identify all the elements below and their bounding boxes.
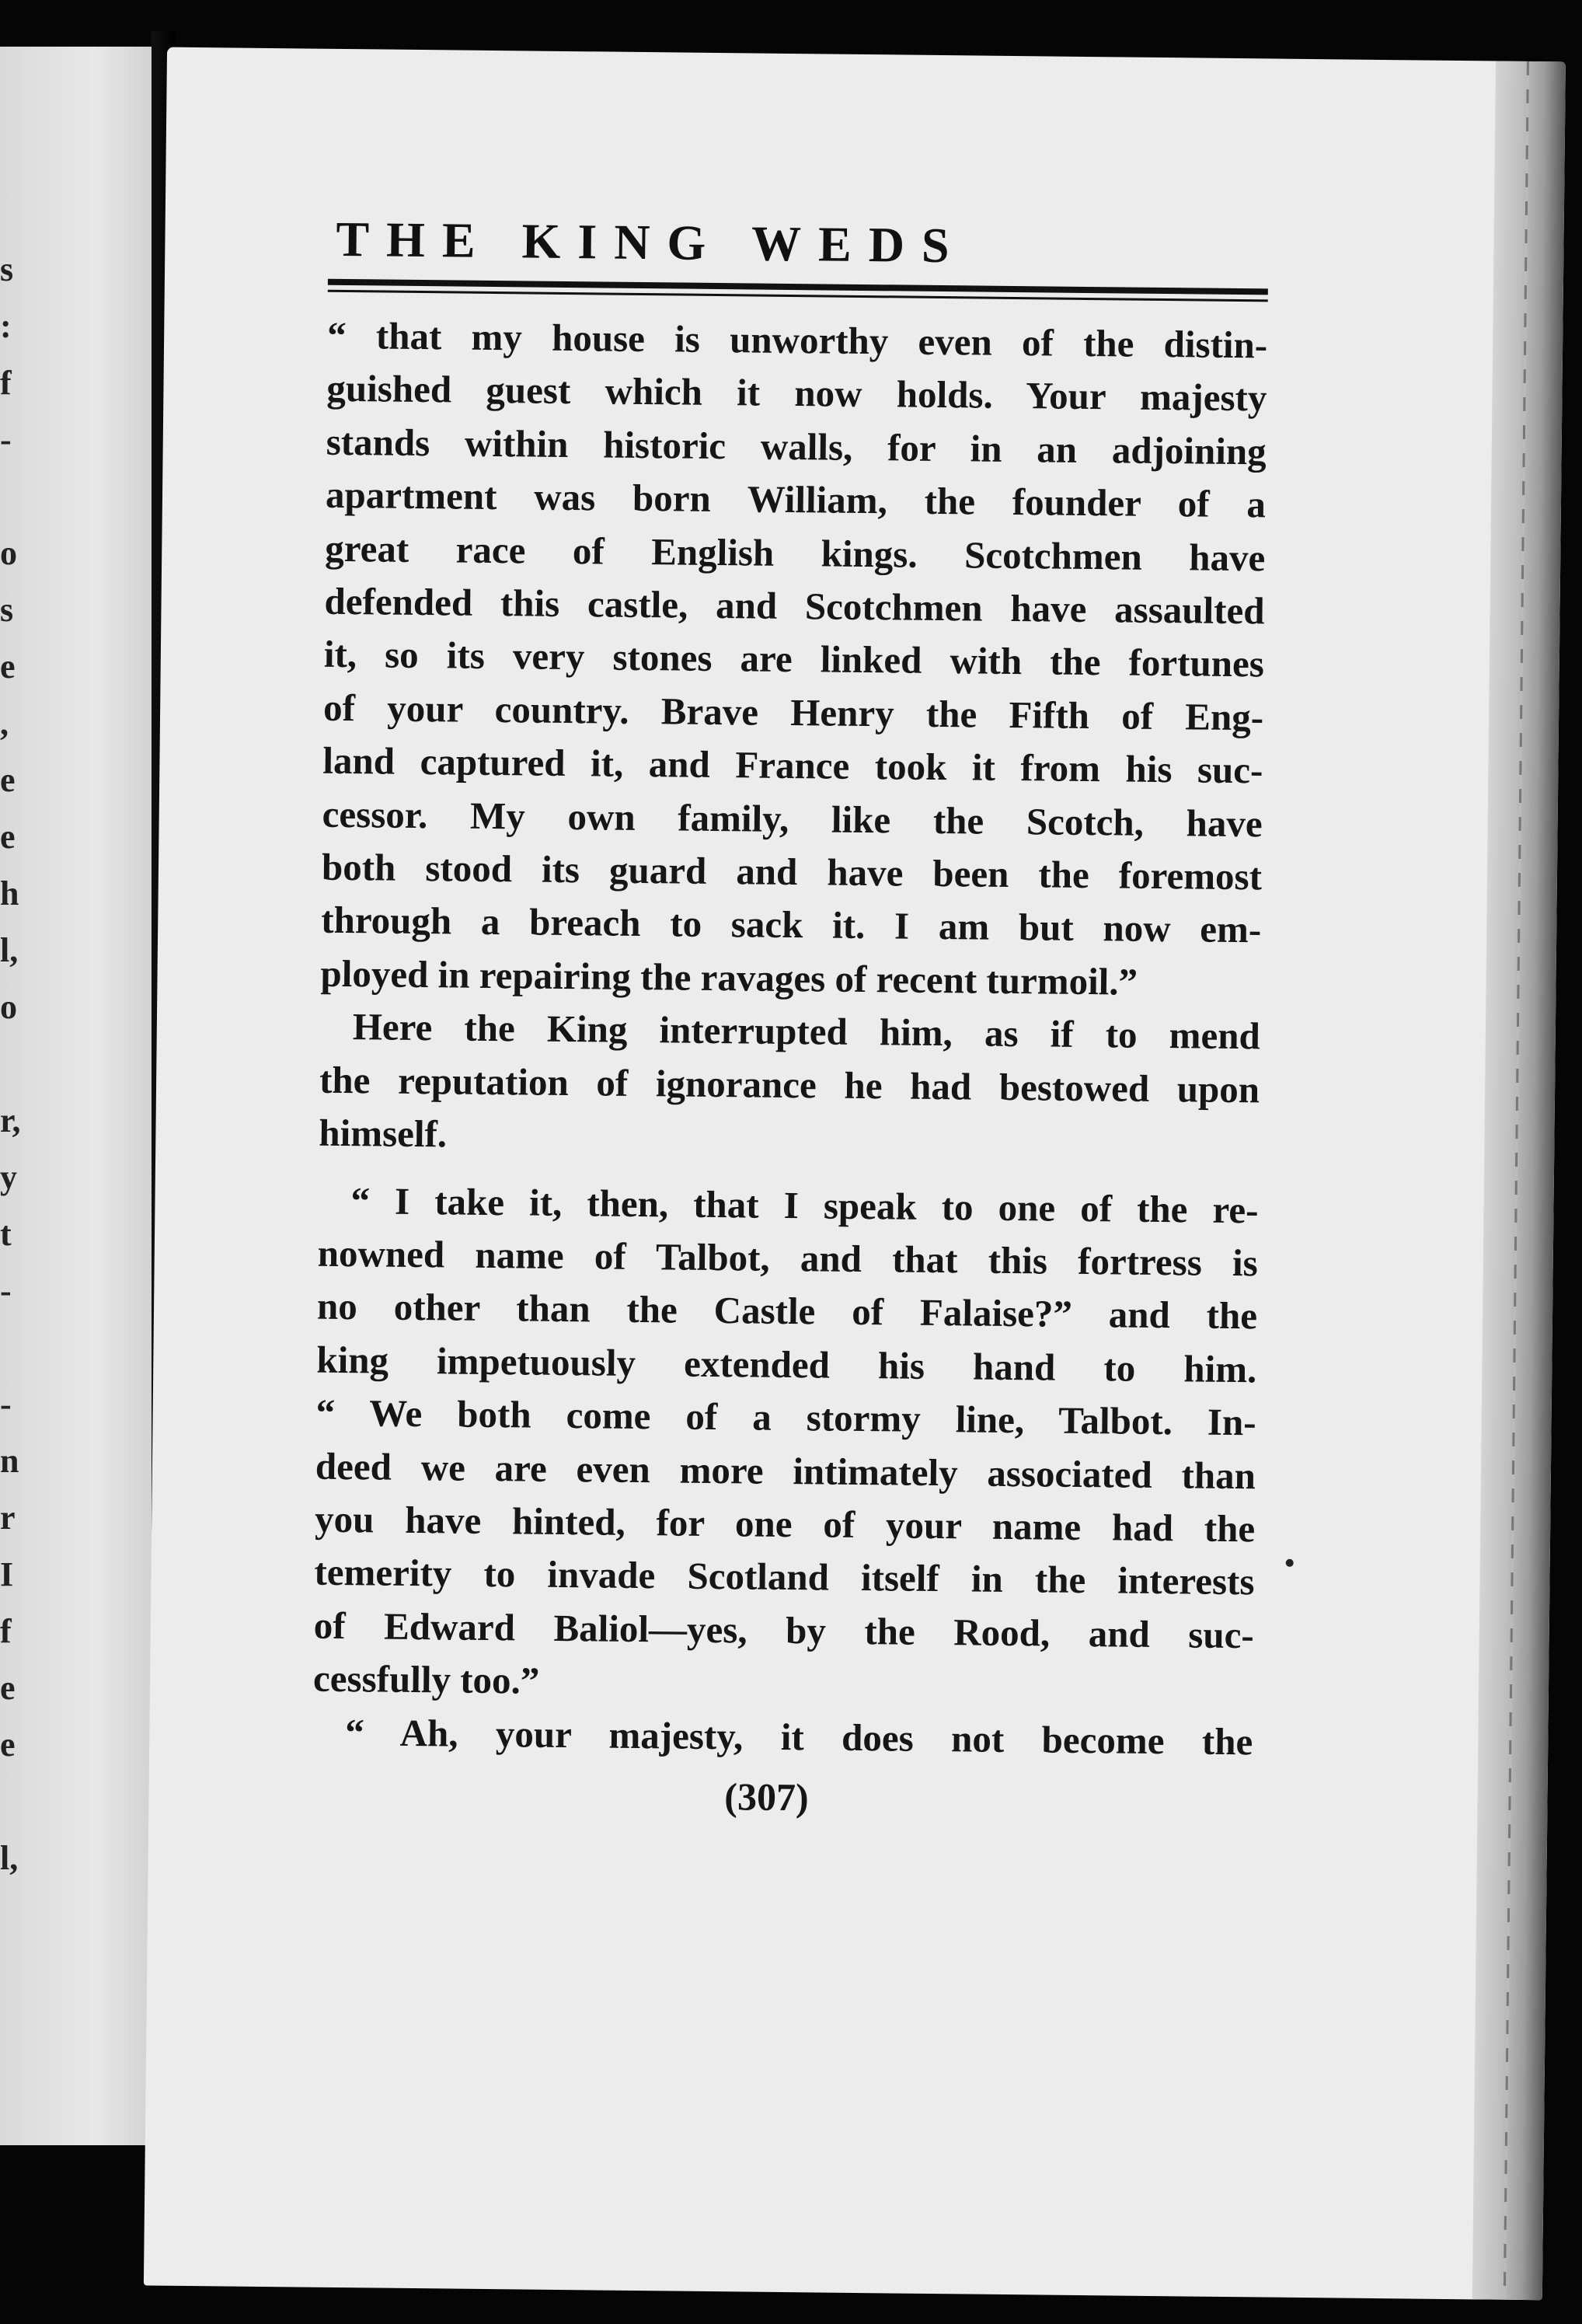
left-page-edge-char: r bbox=[0, 1499, 16, 1537]
left-page-edge-char: l, bbox=[0, 931, 19, 969]
left-page-edge-char: - bbox=[0, 1272, 12, 1310]
text-line: stands within historic walls, for in an adjoining bbox=[326, 420, 1267, 473]
left-page-edge-char: r, bbox=[0, 1101, 21, 1139]
text-line: temerity to invade Scotland itself in the interests bbox=[314, 1551, 1255, 1603]
left-page-edge-char bbox=[0, 468, 23, 525]
text-line: “ that my house is unworthy even of the distin- bbox=[326, 313, 1268, 367]
text-line: no other than the Castle of Falaise?” and the bbox=[316, 1284, 1258, 1338]
left-page-edge-char bbox=[0, 1035, 23, 1092]
book-page bbox=[144, 47, 1566, 2301]
left-page-edge-char: y bbox=[0, 1158, 17, 1196]
left-page-edge-char: , bbox=[0, 704, 9, 742]
left-page-edge-char: - bbox=[0, 1385, 12, 1423]
text-line: ployed in repairing the ravages of recent turmoil.” bbox=[320, 951, 1138, 1003]
text-line: defended this castle, and Scotchmen have assaulted bbox=[324, 579, 1265, 633]
left-page-edge-char bbox=[0, 1773, 23, 1830]
body-text bbox=[312, 309, 1267, 1769]
left-page-edge-char: : bbox=[0, 307, 12, 345]
left-page-edge-char: e bbox=[0, 761, 16, 799]
left-page-edge-char: e bbox=[0, 818, 16, 856]
text-line: great race of English kings. Scotchmen have bbox=[325, 526, 1266, 580]
left-page-edge-char: - bbox=[0, 420, 12, 459]
text-line: “ Ah, your majesty, it does not become the bbox=[345, 1710, 1253, 1763]
running-head: THE KING WEDS bbox=[336, 211, 967, 274]
text-line: both stood its guard and have been the foremost bbox=[321, 845, 1263, 899]
ink-speck bbox=[1286, 1559, 1294, 1567]
text-line: king impetuously extended his hand to him. bbox=[316, 1338, 1257, 1391]
text-line: through a breach to sack it. I am but now em- bbox=[321, 899, 1262, 951]
left-page-edge-char: f bbox=[0, 1612, 12, 1650]
left-page-edge-char: t bbox=[0, 1215, 12, 1253]
text-line: deed we are even more intimately associated than bbox=[315, 1444, 1256, 1497]
left-page-edge-char: s bbox=[0, 591, 14, 629]
text-line: cessor. My own family, like the Scotch, have bbox=[322, 792, 1263, 846]
left-page-edge-char: o bbox=[0, 534, 17, 572]
text-line: “ I take it, then, that I speak to one of the re- bbox=[350, 1178, 1259, 1231]
text-line: the reputation of ignorance he had bestowed upon bbox=[319, 1058, 1260, 1111]
text-line: apartment was born William, the founder of a bbox=[325, 473, 1267, 526]
left-page-edge-char: l, bbox=[0, 1839, 19, 1877]
left-page-edge-char: e bbox=[0, 647, 16, 686]
left-page-edge-char: e bbox=[0, 1669, 16, 1707]
left-page-edge-text bbox=[0, 241, 23, 1886]
text-block bbox=[312, 204, 1269, 1825]
text-line: land captured it, and France took it from his suc- bbox=[322, 738, 1263, 792]
page-edge-stack bbox=[1472, 61, 1566, 2300]
text-line: of Edward Baliol—yes, by the Rood, and suc- bbox=[313, 1603, 1255, 1657]
left-page-edge-char: f bbox=[0, 364, 12, 402]
text-line: nowned name of Talbot, and that this fortress is bbox=[317, 1231, 1259, 1285]
text-line: guished guest which it now holds. Your majesty bbox=[326, 367, 1267, 420]
left-page-edge-char bbox=[0, 1319, 23, 1376]
left-page-edge-char: o bbox=[0, 988, 17, 1026]
left-page-edge-char: s bbox=[0, 250, 14, 288]
text-line: cessfully too.” bbox=[312, 1656, 540, 1702]
text-line: you have hinted, for one of your name had the bbox=[314, 1497, 1256, 1551]
left-page-edge-char: h bbox=[0, 874, 19, 913]
left-facing-page bbox=[0, 47, 159, 2145]
left-page-edge-char: n bbox=[0, 1442, 19, 1480]
text-line: it, so its very stones are linked with the fortunes bbox=[323, 633, 1265, 686]
text-line: “ We both come of a stormy line, Talbot. In- bbox=[315, 1391, 1256, 1444]
text-line: of your country. Brave Henry the Fifth of Eng- bbox=[322, 686, 1264, 739]
left-page-edge-char: e bbox=[0, 1726, 16, 1764]
text-line: Here the King interrupted him, as if to mend bbox=[352, 1005, 1261, 1058]
text-line: himself. bbox=[319, 1111, 448, 1156]
page-number: (307) bbox=[724, 1774, 809, 1820]
left-page-edge-char: I bbox=[0, 1555, 14, 1593]
